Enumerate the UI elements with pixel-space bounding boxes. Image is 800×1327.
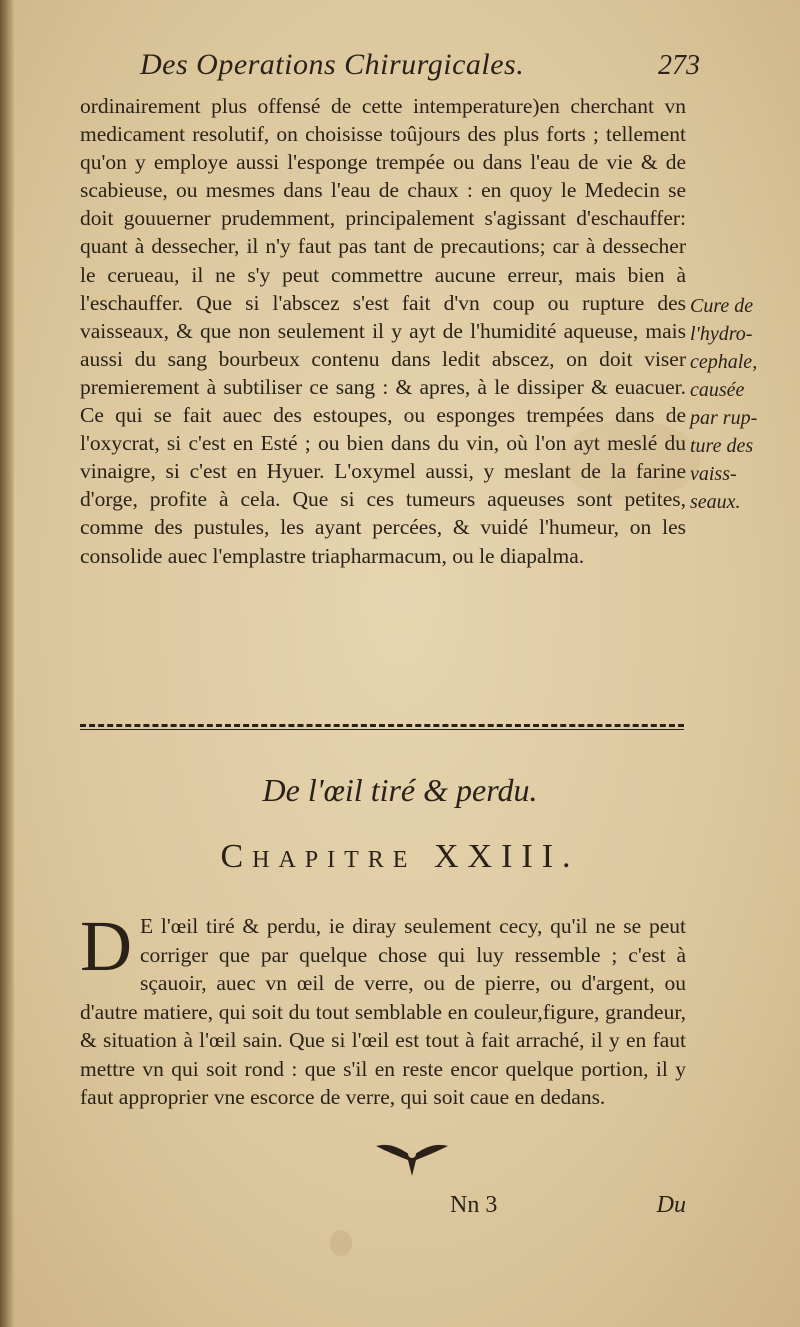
margin-note-line: ture des [690,435,754,457]
chapter-body [80,906,686,1112]
margin-note-line: vaiss- [690,463,737,485]
chapter-title: Chapitre XXIII. [220,838,580,875]
page-header [140,48,700,88]
running-title: Des Operations Chirurgicales. [140,48,525,81]
margin-note-line: seaux. [690,491,741,513]
margin-note-line: par rup- [690,407,758,429]
margin-note-line: Cure de [690,295,754,317]
signature-mark: Nn 3 [450,1192,498,1218]
catchword: Du [656,1192,686,1218]
chapter-paragraph: E l'œil tiré & perdu, ie diray seulement cecy, qu'il ne se peut corriger que par quelque chose qui luy ressemble ; c'est à sçauoir, auec vn œil de verre, ou de pierre, ou d'argent, ou d'autre matiere, qui soit du tout semblable en couleur,figure, grandeur, & situation à l'œil sain. Que si l'œil est tout à fait arraché, il y en faut mettre vn qui soit rond : que s'il en reste encor quelque portion, il y faut approprier vne escorce de verre, qui soit caue en dedans. [80,914,686,1109]
body-text [80,92,686,570]
page-footer [80,1192,686,1222]
margin-note-line: causée [690,379,745,401]
margin-note-line: l'hydro- [690,323,753,345]
body-paragraph: ordinairement plus offensé de cette intemperature)en cherchant vn medicament resolutif, on choisisse toûjours des plus forts ; tellement qu'on y employe aussi l'esponge trempée ou dans l'eau de vie & de scabieuse, ou mesmes dans l'eau de chaux : en quoy le Medecin se doit gouuerner prudemment, principalement s'agissant d'eschauffer: quant à dessecher, il n'y faut pas tant de precautions; car à dessecher le cerueau, il ne s'y peut commettre aucune erreur, mais bien à l'eschauffer. Que si l'abscez s'est fait d'vn coup ou rupture des vaisseaux, & que non seulement il y ayt de l'humidité aqueuse, mais aussi du sang bourbeux contenu dans ledit abscez, on doit viser premierement à subtiliser ce sang : & apres, à le dissiper & euacuer. Ce qui se fait auec des estoupes, ou esponges trempées dans de l'oxycrat, si c'est en Esté ; ou bien dans du vin, où l'on ayt meslé du vinaigre, si c'est en Hyuer. L'oxymel aussi, y meslant de la farine d'orge, profite à cela. Que si ces tumeurs aqueuses sont petites, comme des pustules, les ayant percées, & vuidé l'humeur, on les consolide auec l'emplastre triapharmacum, ou le diapalma. [80,94,686,568]
page-binding-edge [0,0,14,1327]
section-title: De l'œil tiré & perdu. [262,772,538,808]
drop-cap: D [80,906,132,986]
section-divider [80,724,684,730]
tailpiece-ornament-icon [372,1136,452,1180]
margin-note-line: cephale, [690,351,758,373]
margin-note [690,292,790,516]
page-number: 273 [658,50,700,81]
ink-blot [330,1230,352,1256]
